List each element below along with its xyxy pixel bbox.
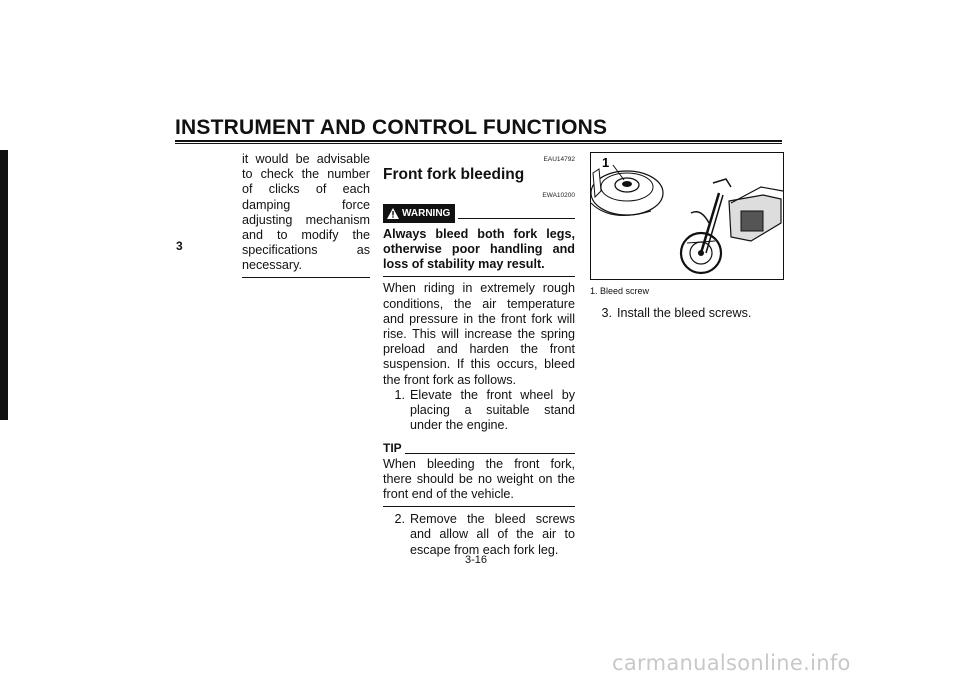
warning-triangle-icon bbox=[387, 208, 399, 219]
step-text: Elevate the front wheel by placing a suitable stand under the engine. bbox=[410, 387, 575, 433]
figure-caption: 1. Bleed screw bbox=[590, 286, 650, 296]
continued-paragraph: it would be advisable to check the number of clicks of each damping force adjusting mechanism and to modify the specifications as necessary. bbox=[242, 152, 370, 273]
column-left bbox=[242, 152, 370, 278]
column-middle bbox=[383, 152, 575, 558]
chapter-number: 3 bbox=[176, 239, 183, 253]
warning-badge bbox=[383, 204, 455, 223]
section-code: EAU14792 bbox=[543, 156, 575, 163]
step-text: Remove the bleed screws and allow all of the air to escape from each fork leg. bbox=[410, 512, 575, 557]
header-rule-thin bbox=[175, 143, 782, 144]
bleed-screw-figure bbox=[590, 152, 784, 280]
chapter-tab-bar bbox=[0, 150, 8, 420]
section-title: Front fork bleeding bbox=[383, 166, 525, 184]
step-number: 3. bbox=[601, 306, 612, 321]
tip-label: TIP bbox=[383, 441, 402, 456]
warning-header bbox=[383, 204, 575, 223]
header-rule bbox=[175, 140, 782, 142]
intro-paragraph: When riding in extremely rough conditions, the air temperature and pressure in the front fork will rise. This will increase the spring preload and harden the front suspension. If this occurs, bleed the front fork as follows. bbox=[383, 281, 575, 387]
watermark: carmanualsonline.info bbox=[612, 651, 851, 675]
column-right bbox=[590, 152, 782, 321]
motorcycle-fork-illustration bbox=[591, 153, 783, 279]
step-item bbox=[590, 306, 782, 321]
step-number: 2. bbox=[394, 512, 405, 527]
paragraph-end-rule bbox=[242, 277, 370, 278]
tip-text: When bleeding the front fork, there should be no weight on the front end of the vehicle. bbox=[383, 456, 575, 502]
step-item bbox=[383, 388, 575, 434]
warning-code: EWA10200 bbox=[542, 192, 575, 200]
step-number: 1. bbox=[394, 387, 405, 402]
step-text: Install the bleed screws. bbox=[617, 306, 752, 321]
page-title: INSTRUMENT AND CONTROL FUNCTIONS bbox=[175, 116, 608, 139]
warning-text: Always bleed both fork legs, otherwise poor handling and loss of stability may result. bbox=[383, 226, 575, 272]
warning-label: WARNING bbox=[402, 207, 451, 219]
tip-end-rule bbox=[383, 506, 575, 507]
step-item bbox=[383, 512, 575, 558]
warning-rule bbox=[458, 218, 575, 219]
callout-number: 1 bbox=[602, 155, 610, 170]
page-number: 3-16 bbox=[465, 554, 488, 566]
warning-end-rule bbox=[383, 276, 575, 277]
tip-header bbox=[383, 441, 575, 456]
tip-rule bbox=[405, 453, 575, 454]
